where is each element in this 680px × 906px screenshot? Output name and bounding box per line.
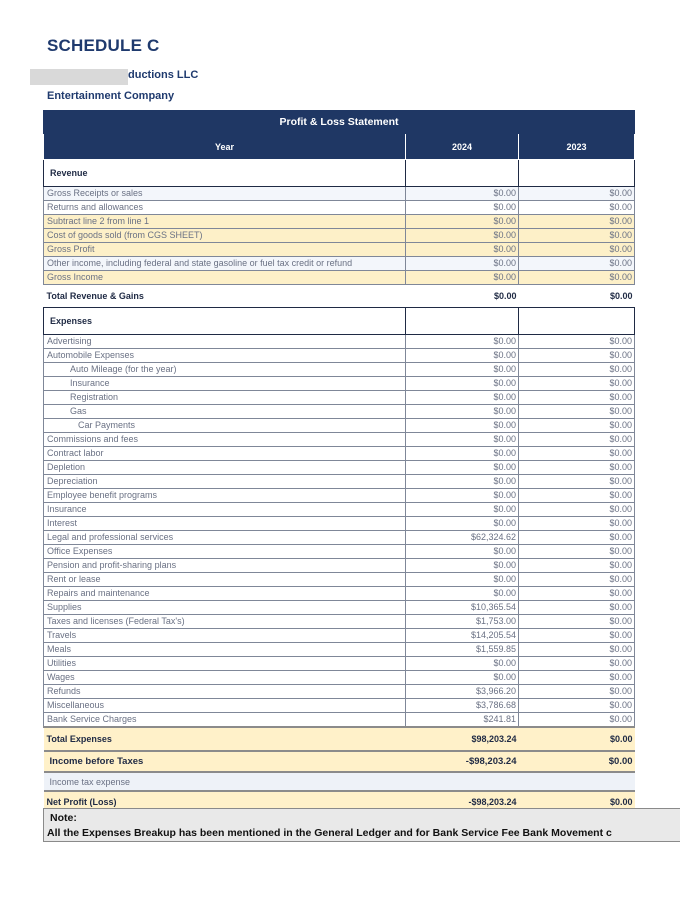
expense-row — [44, 601, 635, 615]
revenue-row-label: Gross Receipts or sales — [44, 187, 406, 201]
expense-row-label: Refunds — [44, 685, 406, 699]
expense-row-2024: $0.00 — [406, 433, 519, 447]
expense-row — [44, 447, 635, 461]
expense-row-2024: $0.00 — [406, 405, 519, 419]
expense-row — [44, 391, 635, 405]
expense-row-2023: $0.00 — [519, 685, 635, 699]
expense-row-label: Insurance — [44, 503, 406, 517]
expense-row — [44, 517, 635, 531]
income-tax-expense-row — [44, 772, 635, 791]
expense-row-2023: $0.00 — [519, 377, 635, 391]
revenue-row-2023: $0.00 — [519, 257, 635, 271]
profit-loss-table — [43, 110, 635, 814]
expense-row-2023: $0.00 — [519, 601, 635, 615]
expense-row — [44, 587, 635, 601]
expense-row-label: Insurance — [44, 377, 406, 391]
expense-row — [44, 615, 635, 629]
expenses-heading: Expenses — [44, 308, 406, 335]
col-2023-header: 2023 — [519, 134, 635, 160]
expense-row-label: Office Expenses — [44, 545, 406, 559]
expense-row-label: Utilities — [44, 657, 406, 671]
expense-row — [44, 643, 635, 657]
expense-row — [44, 629, 635, 643]
expense-row-2023: $0.00 — [519, 559, 635, 573]
expense-row-2024: $0.00 — [406, 363, 519, 377]
expense-row-label: Miscellaneous — [44, 699, 406, 713]
expense-row-label: Repairs and maintenance — [44, 587, 406, 601]
expense-row-2024: $0.00 — [406, 335, 519, 349]
expense-row — [44, 489, 635, 503]
expense-row-2023: $0.00 — [519, 405, 635, 419]
expense-row-label: Gas — [44, 405, 406, 419]
expense-row-label: Depletion — [44, 461, 406, 475]
expense-row-label: Wages — [44, 671, 406, 685]
expense-row-2024: $3,786.68 — [406, 699, 519, 713]
expense-row-label: Rent or lease — [44, 573, 406, 587]
expense-row-2023: $0.00 — [519, 699, 635, 713]
expense-row-2023: $0.00 — [519, 419, 635, 433]
expense-row-2024: $1,559.85 — [406, 643, 519, 657]
revenue-row-label: Subtract line 2 from line 1 — [44, 215, 406, 229]
expense-row-label: Interest — [44, 517, 406, 531]
col-2024-header: 2024 — [406, 134, 519, 160]
revenue-row-2023: $0.00 — [519, 201, 635, 215]
expense-row-label: Depreciation — [44, 475, 406, 489]
expense-row-2024: $0.00 — [406, 545, 519, 559]
expense-row-label: Taxes and licenses (Federal Tax's) — [44, 615, 406, 629]
revenue-row-2024: $0.00 — [406, 187, 519, 201]
expense-row-label: Auto Mileage (for the year) — [44, 363, 406, 377]
expense-row-2023: $0.00 — [519, 391, 635, 405]
expense-row-2024: $0.00 — [406, 657, 519, 671]
expense-row-2024: $0.00 — [406, 349, 519, 363]
revenue-row-2024: $0.00 — [406, 215, 519, 229]
expense-row-2023: $0.00 — [519, 713, 635, 728]
company-name: ductions LLC — [128, 69, 199, 81]
expense-row — [44, 713, 635, 728]
expense-row-2024: $0.00 — [406, 391, 519, 405]
total-expenses-2024: $98,203.24 — [406, 727, 519, 751]
revenue-row-2023: $0.00 — [519, 215, 635, 229]
total-revenue-row — [44, 285, 635, 308]
note-text: All the Expenses Breakup has been mentioned in the General Ledger and for Bank Service Fee Bank Movement c — [47, 827, 612, 839]
expense-row-2023: $0.00 — [519, 615, 635, 629]
expense-row — [44, 405, 635, 419]
table-title: Profit & Loss Statement — [44, 111, 635, 134]
revenue-row-label: Other income, including federal and state gasoline or fuel tax credit or refund — [44, 257, 406, 271]
expense-row-2024: $0.00 — [406, 517, 519, 531]
expense-row — [44, 699, 635, 713]
expense-row-2024: $62,324.62 — [406, 531, 519, 545]
revenue-row-2024: $0.00 — [406, 257, 519, 271]
expense-row-2023: $0.00 — [519, 587, 635, 601]
expense-row-label: Pension and profit-sharing plans — [44, 559, 406, 573]
expense-row-2023: $0.00 — [519, 517, 635, 531]
expense-row-2024: $0.00 — [406, 573, 519, 587]
expense-row — [44, 559, 635, 573]
expense-row-2024: $10,365.54 — [406, 601, 519, 615]
revenue-row — [44, 243, 635, 257]
revenue-row — [44, 201, 635, 215]
expense-row — [44, 545, 635, 559]
expense-row-2024: $0.00 — [406, 559, 519, 573]
expense-row — [44, 335, 635, 349]
expense-row-2023: $0.00 — [519, 461, 635, 475]
expense-row-2024: $0.00 — [406, 503, 519, 517]
company-type: Entertainment Company — [47, 90, 175, 102]
revenue-row — [44, 257, 635, 271]
revenue-row-label: Cost of goods sold (from CGS SHEET) — [44, 229, 406, 243]
expense-row-2024: $0.00 — [406, 461, 519, 475]
expense-row-2023: $0.00 — [519, 629, 635, 643]
expense-row — [44, 657, 635, 671]
expense-row-2023: $0.00 — [519, 531, 635, 545]
expense-row — [44, 685, 635, 699]
revenue-row-label: Gross Income — [44, 271, 406, 285]
total-expenses-row — [44, 727, 635, 751]
expense-row-label: Commissions and fees — [44, 433, 406, 447]
expense-row-2023: $0.00 — [519, 489, 635, 503]
expense-row-label: Contract labor — [44, 447, 406, 461]
expense-row — [44, 363, 635, 377]
redacted-company-prefix — [30, 69, 128, 85]
expense-row-label: Travels — [44, 629, 406, 643]
schedule-title: SCHEDULE C — [47, 36, 160, 55]
revenue-row-2023: $0.00 — [519, 187, 635, 201]
revenue-row-2023: $0.00 — [519, 229, 635, 243]
revenue-row — [44, 271, 635, 285]
expense-row-label: Automobile Expenses — [44, 349, 406, 363]
revenue-row — [44, 187, 635, 201]
expense-row-2024: $0.00 — [406, 489, 519, 503]
revenue-row-2024: $0.00 — [406, 243, 519, 257]
expense-row-2023: $0.00 — [519, 573, 635, 587]
expense-row-2023: $0.00 — [519, 671, 635, 685]
net-profit-2023: $0.00 — [519, 791, 635, 813]
total-revenue-label: Total Revenue & Gains — [44, 285, 406, 308]
expense-row — [44, 475, 635, 489]
income-before-taxes-row — [44, 751, 635, 772]
net-profit-label: Net Profit (Loss) — [44, 791, 406, 813]
revenue-row-2024: $0.00 — [406, 229, 519, 243]
income-tax-expense-label: Income tax expense — [44, 772, 635, 791]
expense-row-label: Bank Service Charges — [44, 713, 406, 728]
expense-row-2023: $0.00 — [519, 335, 635, 349]
expense-row-2024: $0.00 — [406, 447, 519, 461]
revenue-row-2023: $0.00 — [519, 243, 635, 257]
revenue-row-2023: $0.00 — [519, 271, 635, 285]
expense-row-label: Employee benefit programs — [44, 489, 406, 503]
expense-row — [44, 573, 635, 587]
expense-row-2024: $241.81 — [406, 713, 519, 728]
total-expenses-2023: $0.00 — [519, 727, 635, 751]
note-heading: Note: — [50, 812, 77, 824]
expense-row-2023: $0.00 — [519, 643, 635, 657]
expense-row-2023: $0.00 — [519, 433, 635, 447]
expenses-section — [44, 308, 635, 335]
expense-row-2024: $0.00 — [406, 377, 519, 391]
expense-row-label: Car Payments — [44, 419, 406, 433]
expense-row — [44, 671, 635, 685]
income-before-taxes-label: Income before Taxes — [44, 751, 406, 772]
expense-row-2023: $0.00 — [519, 503, 635, 517]
expense-row-2023: $0.00 — [519, 657, 635, 671]
expense-row — [44, 377, 635, 391]
expense-row — [44, 503, 635, 517]
expense-row-2024: $14,205.54 — [406, 629, 519, 643]
expense-row-2024: $3,966.20 — [406, 685, 519, 699]
expense-row-2024: $0.00 — [406, 587, 519, 601]
expense-row — [44, 349, 635, 363]
revenue-row — [44, 229, 635, 243]
total-revenue-2023: $0.00 — [519, 285, 635, 308]
expense-row-label: Supplies — [44, 601, 406, 615]
expense-row-2024: $0.00 — [406, 671, 519, 685]
net-profit-2024: -$98,203.24 — [406, 791, 519, 813]
expense-row-2023: $0.00 — [519, 545, 635, 559]
col-year-header: Year — [44, 134, 406, 160]
revenue-row-label: Returns and allowances — [44, 201, 406, 215]
total-revenue-2024: $0.00 — [406, 285, 519, 308]
expense-row — [44, 433, 635, 447]
expense-row-2024: $0.00 — [406, 419, 519, 433]
income-before-taxes-2023: $0.00 — [519, 751, 635, 772]
revenue-row-label: Gross Profit — [44, 243, 406, 257]
revenue-row-2024: $0.00 — [406, 201, 519, 215]
expense-row — [44, 461, 635, 475]
expense-row — [44, 419, 635, 433]
expense-row-2024: $0.00 — [406, 475, 519, 489]
expense-row-2023: $0.00 — [519, 349, 635, 363]
expense-row-label: Legal and professional services — [44, 531, 406, 545]
expense-row-2023: $0.00 — [519, 475, 635, 489]
revenue-heading: Revenue — [44, 160, 406, 187]
expense-row-label: Meals — [44, 643, 406, 657]
revenue-row-2024: $0.00 — [406, 271, 519, 285]
expense-row-label: Advertising — [44, 335, 406, 349]
income-before-taxes-2024: -$98,203.24 — [406, 751, 519, 772]
expense-row — [44, 531, 635, 545]
expense-row-2023: $0.00 — [519, 447, 635, 461]
note-box — [43, 808, 680, 842]
expense-row-label: Registration — [44, 391, 406, 405]
expense-row-2023: $0.00 — [519, 363, 635, 377]
revenue-row — [44, 215, 635, 229]
total-expenses-label: Total Expenses — [44, 727, 406, 751]
expense-row-2024: $1,753.00 — [406, 615, 519, 629]
